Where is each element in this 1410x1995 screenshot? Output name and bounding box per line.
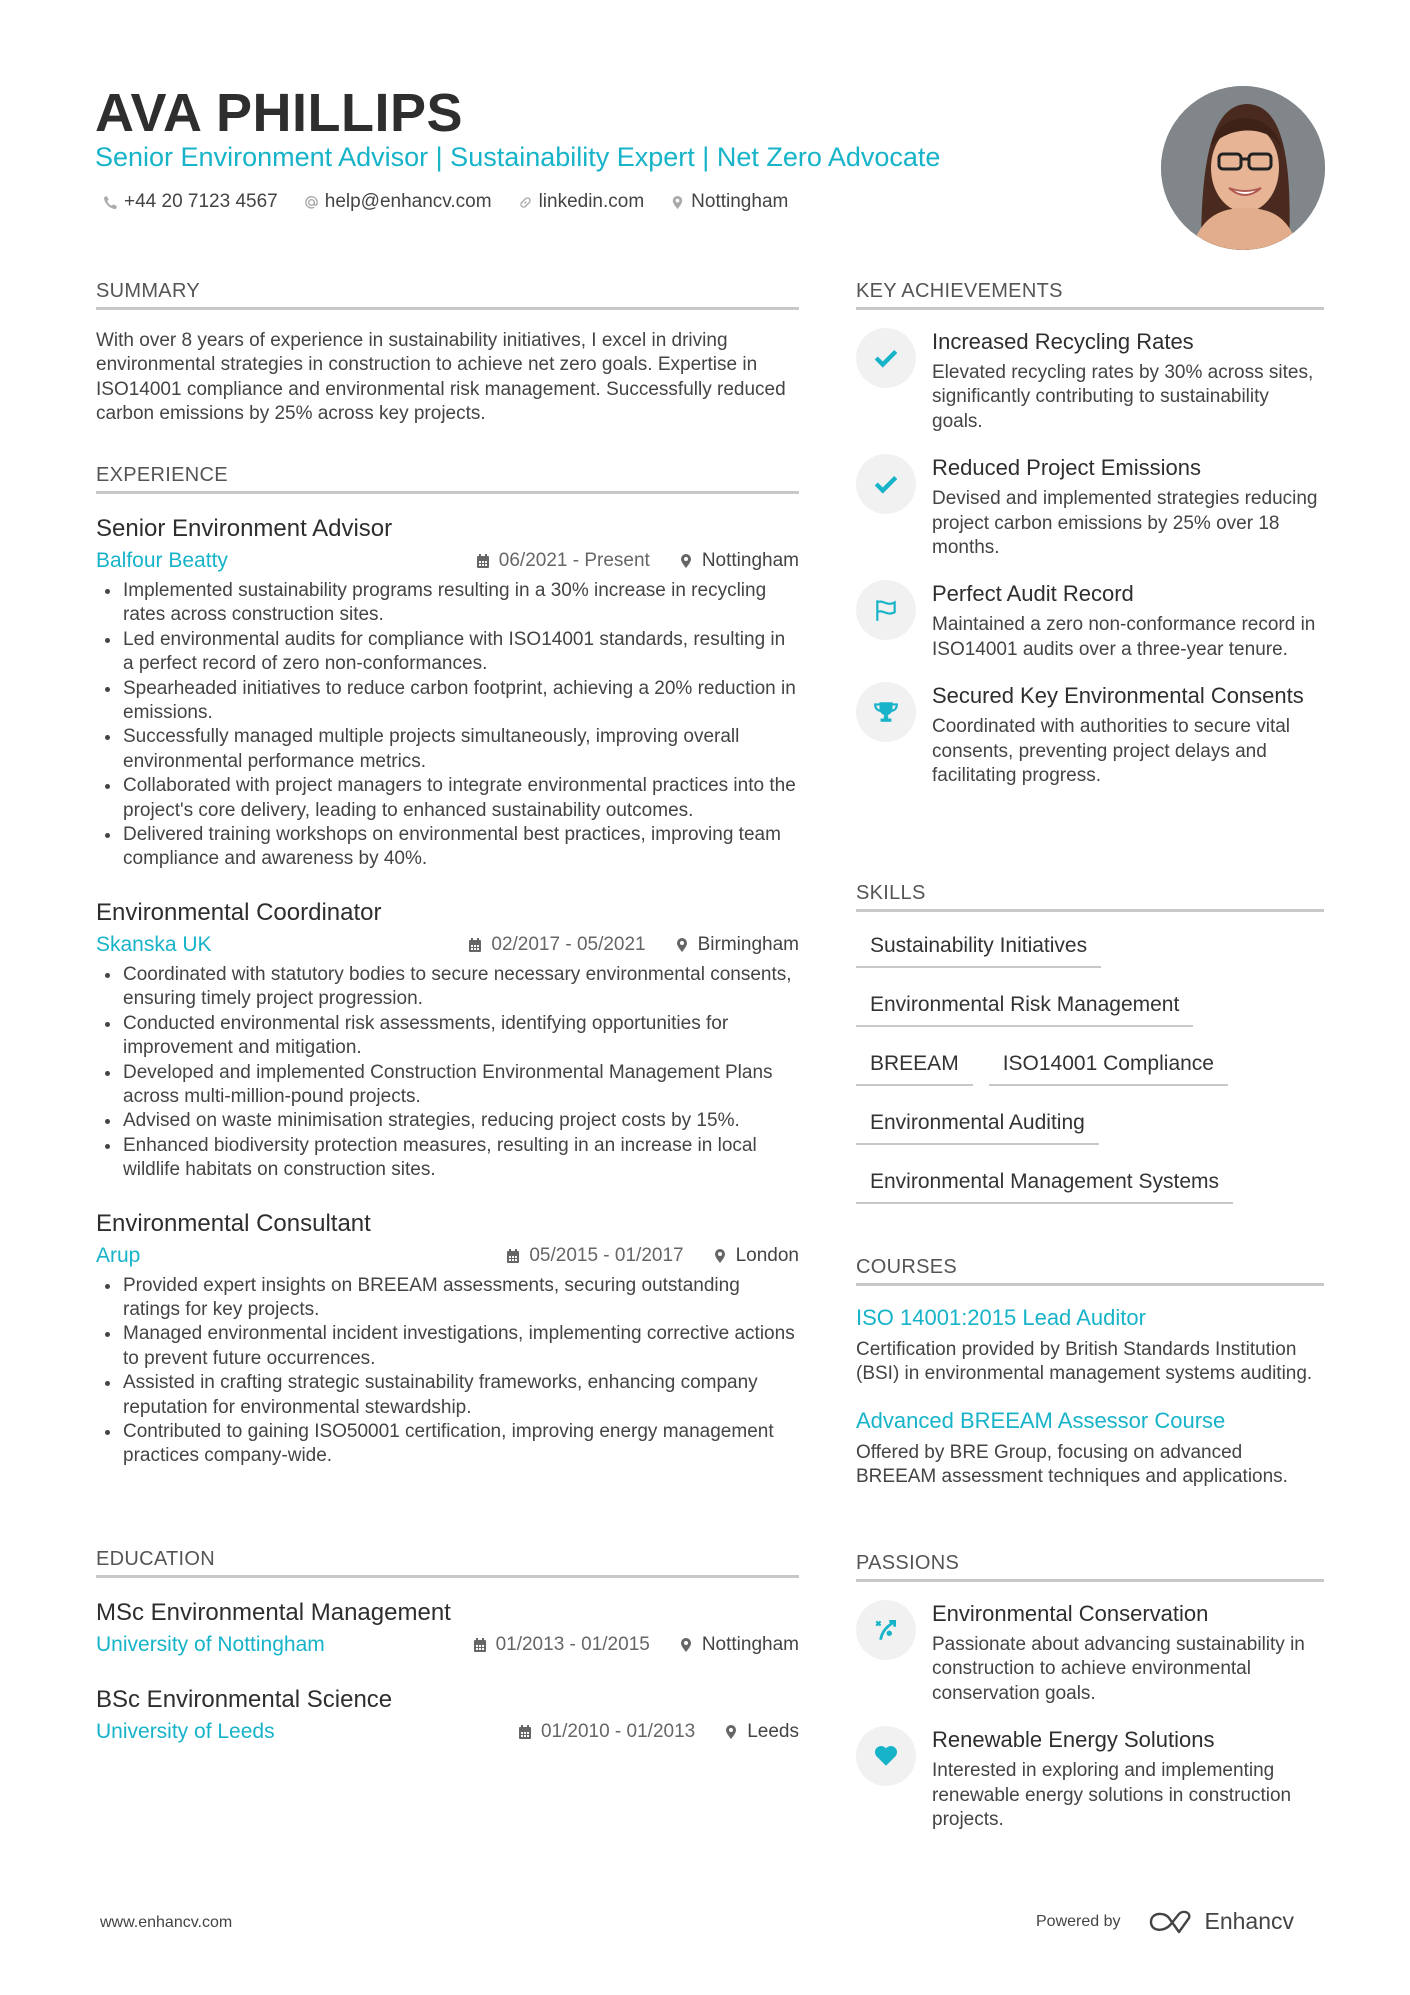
skill-tag: BREEAM [856, 1046, 973, 1086]
date-range [467, 931, 645, 959]
bullet-item: Provided expert insights on BREEAM assessments, securing outstanding ratings for key projects. [96, 1274, 799, 1323]
course-title[interactable]: Advanced BREEAM Assessor Course [856, 1407, 1226, 1433]
location [723, 1718, 799, 1746]
location [678, 547, 799, 575]
bullet-item: Conducted environmental risk assessments, identifying opportunities for improvement and mitigation. [96, 1012, 799, 1061]
item-description: Coordinated with authorities to secure vital consents, preventing project delays and facilitating progress. [932, 716, 1291, 787]
section-title: EXPERIENCE [96, 464, 799, 494]
item-title: Environmental Conservation [932, 1601, 1209, 1626]
item-body [932, 580, 1324, 662]
section-title: PASSIONS [856, 1552, 1324, 1582]
section-title: EDUCATION [96, 1548, 799, 1578]
date-text: 02/2017 - 05/2021 [491, 933, 646, 955]
date-text: 06/2021 - Present [498, 550, 650, 571]
passion-item [856, 1726, 1324, 1832]
education-entry [96, 1685, 799, 1746]
achievements-section [856, 280, 1324, 788]
contact-item[interactable] [103, 191, 278, 213]
summary-text: With over 8 years of experience in sustainability initiatives, I excel in driving environmental strategies in construction to achieve net zero goals. Expertise in ISO14001 compliance and environmental risk management. Successfully reduced carbon emissions by 25% across key projects. [96, 330, 786, 425]
skill-row [856, 1046, 1324, 1086]
skill-tag: Environmental Auditing [856, 1105, 1099, 1145]
job-meta [96, 931, 799, 959]
enhancv-logo-icon [1147, 1910, 1193, 1934]
company-name[interactable]: Balfour Beatty [96, 549, 228, 572]
bullet-item: Advised on waste minimisation strategies, reducing project costs by 15%. [96, 1109, 799, 1133]
flag-icon [856, 580, 916, 640]
at-icon [304, 195, 319, 210]
pin-dark-icon [678, 553, 694, 569]
course-title[interactable]: ISO 14001:2015 Lead Auditor [856, 1305, 1146, 1330]
passion-item [856, 1600, 1324, 1706]
course-item [856, 1407, 1324, 1490]
job-entry [96, 1209, 799, 1469]
contact-text: linkedin.com [538, 191, 645, 212]
enhancv-brand-name: Enhancv [1204, 1908, 1295, 1934]
location [674, 931, 799, 959]
job-meta [96, 1242, 799, 1270]
contact-text: help@enhancv.com [324, 191, 492, 212]
course-item [856, 1304, 1324, 1387]
contact-text: Nottingham [691, 191, 789, 212]
pin-dark-icon [712, 1248, 728, 1264]
check-icon [856, 328, 916, 388]
school-name[interactable]: University of Nottingham [96, 1633, 325, 1656]
contact-bar [103, 191, 788, 213]
item-description: Interested in exploring and implementing renewable energy solutions in construction projects. [932, 1760, 1292, 1831]
item-description: Devised and implemented strategies reducing project carbon emissions by 25% over 18 months. [932, 488, 1318, 559]
achievement-item [856, 454, 1324, 560]
summary-section [96, 280, 799, 427]
candidate-name: AVA PHILLIPS [95, 83, 464, 143]
date-range [472, 1631, 650, 1659]
bullet-item: Coordinated with statutory bodies to secure necessary environmental consents, ensuring timely project progression. [96, 963, 799, 1012]
footer-website[interactable]: www.enhancv.com [100, 1914, 233, 1931]
courses-section [856, 1256, 1324, 1490]
date-text: 01/2013 - 01/2015 [495, 1634, 650, 1655]
experience-section [96, 464, 799, 1469]
pin-dark-icon [723, 1724, 739, 1740]
section-title: SKILLS [856, 882, 1324, 912]
degree: BSc Environmental Science [96, 1686, 393, 1713]
course-description: Certification provided by British Standards Institution (BSI) in environmental management systems auditing. [856, 1339, 1313, 1385]
bullet-item: Assisted in crafting strategic sustainability frameworks, enhancing company reputation for environmental stewardship. [96, 1371, 799, 1420]
location-text: London [735, 1244, 799, 1266]
job-title: Environmental Coordinator [96, 898, 382, 926]
passions-section [856, 1552, 1324, 1832]
section-title: KEY ACHIEVEMENTS [856, 280, 1324, 310]
company-name[interactable]: Skanska UK [96, 932, 212, 956]
powered-by-label: Powered by [1036, 1912, 1121, 1930]
education-meta [96, 1718, 799, 1746]
enhancv-logo[interactable] [1147, 1908, 1295, 1935]
date-range [475, 547, 650, 575]
job-entry [96, 514, 799, 872]
contact-text: +44 20 7123 4567 [124, 191, 278, 212]
contact-item[interactable] [304, 191, 492, 213]
calendar-icon [467, 937, 483, 953]
item-description: Passionate about advancing sustainability in construction to achieve environmental conservation goals. [932, 1634, 1305, 1704]
location-text: Nottingham [701, 1634, 799, 1655]
calendar-icon [505, 1248, 521, 1264]
location [678, 1631, 799, 1659]
bullet-list [96, 1274, 799, 1469]
trophy-icon [856, 682, 916, 742]
item-title: Reduced Project Emissions [932, 455, 1202, 481]
date-text: 01/2010 - 01/2013 [540, 1721, 696, 1742]
location-icon [670, 195, 685, 210]
location-text: Birmingham [697, 933, 799, 955]
bullet-item: Managed environmental incident investigations, implementing corrective actions to prevent future occurrences. [96, 1322, 799, 1371]
calendar-icon [517, 1724, 533, 1740]
education-entry [96, 1598, 799, 1659]
job-title: Environmental Consultant [96, 1209, 371, 1237]
item-title: Secured Key Environmental Consents [932, 683, 1304, 709]
avatar [1161, 86, 1325, 250]
school-name[interactable]: University of Leeds [96, 1720, 275, 1743]
location-text: Nottingham [701, 550, 799, 571]
bullet-item: Developed and implemented Construction Environmental Management Plans across multi-million-pound projects. [96, 1061, 799, 1110]
item-title: Increased Recycling Rates [932, 329, 1194, 354]
item-body [932, 454, 1324, 560]
degree: MSc Environmental Management [96, 1599, 451, 1626]
contact-item[interactable] [670, 191, 788, 213]
section-title: SUMMARY [96, 280, 799, 310]
heart-icon [856, 1726, 916, 1786]
skill-row [856, 1164, 1324, 1204]
company-name[interactable]: Arup [96, 1243, 141, 1267]
date-range [517, 1718, 695, 1746]
bullet-item: Implemented sustainability programs resulting in a 30% increase in recycling rates across construction sites. [96, 579, 799, 628]
skill-tag: Environmental Management Systems [856, 1164, 1233, 1204]
pin-dark-icon [674, 937, 690, 953]
location-text: Leeds [747, 1721, 799, 1742]
date-text: 05/2015 - 01/2017 [529, 1244, 684, 1266]
skill-tag: ISO14001 Compliance [989, 1046, 1228, 1086]
item-description: Elevated recycling rates by 30% across sites, significantly contributing to sustainability goals. [932, 362, 1314, 432]
achievement-item [856, 580, 1324, 662]
bullet-item: Collaborated with project managers to integrate environmental practices into the project's core delivery, leading to enhanced sustainability outcomes. [96, 774, 799, 823]
footer-branding [1036, 1908, 1294, 1935]
calendar-icon [475, 553, 491, 569]
section-title: COURSES [856, 1256, 1324, 1286]
bullet-item: Delivered training workshops on environmental best practices, improving team compliance and awareness by 40%. [96, 823, 799, 872]
item-title: Renewable Energy Solutions [932, 1727, 1215, 1753]
item-title: Perfect Audit Record [932, 581, 1134, 607]
job-entry [96, 898, 799, 1183]
bullet-item: Spearheaded initiatives to reduce carbon footprint, achieving a 20% reduction in emissions. [96, 677, 799, 726]
achievement-item [856, 682, 1324, 788]
bullet-list [96, 579, 799, 872]
item-body [932, 682, 1324, 788]
skill-row [856, 928, 1324, 968]
skill-tag: Sustainability Initiatives [856, 928, 1101, 968]
link-icon [518, 195, 533, 210]
bullet-item: Contributed to gaining ISO50001 certification, improving energy management practices company-wide. [96, 1420, 799, 1469]
item-body [932, 1600, 1324, 1706]
pin-dark-icon [678, 1637, 694, 1653]
skill-tag: Environmental Risk Management [856, 987, 1193, 1027]
education-section [96, 1548, 799, 1746]
contact-item[interactable] [518, 191, 645, 213]
bullet-item: Led environmental audits for compliance with ISO14001 standards, resulting in a perfect record of zero non-conformances. [96, 628, 799, 677]
strategy-icon [856, 1600, 916, 1660]
check-icon [856, 454, 916, 514]
achievement-item [856, 328, 1324, 434]
job-meta [96, 547, 799, 575]
bullet-item: Enhanced biodiversity protection measures, resulting in an increase in local wildlife habitats on construction sites. [96, 1134, 799, 1183]
item-body [932, 1726, 1324, 1832]
bullet-list [96, 963, 799, 1183]
skills-section [856, 882, 1324, 1223]
education-meta [96, 1631, 799, 1659]
item-description: Maintained a zero non-conformance record in ISO14001 audits over a three-year tenure. [932, 614, 1316, 660]
item-body [932, 328, 1324, 434]
course-description: Offered by BRE Group, focusing on advanced BREEAM assessment techniques and applications. [856, 1441, 1288, 1488]
phone-icon [103, 195, 118, 210]
skill-row [856, 987, 1324, 1027]
date-range [505, 1242, 683, 1270]
bullet-item: Successfully managed multiple projects simultaneously, improving overall environmental performance metrics. [96, 725, 799, 774]
location [712, 1242, 799, 1270]
calendar-icon [472, 1637, 488, 1653]
candidate-headline: Senior Environment Advisor | Sustainability Expert | Net Zero Advocate [95, 142, 941, 172]
job-title: Senior Environment Advisor [96, 515, 393, 542]
skill-row [856, 1105, 1324, 1145]
